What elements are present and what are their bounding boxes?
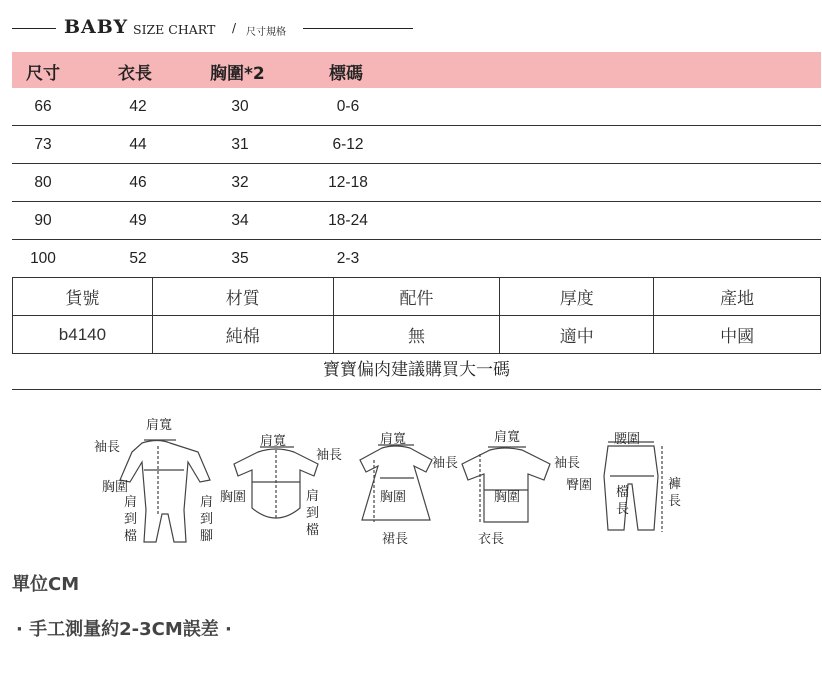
info-header-item-no: 貨號	[13, 278, 153, 316]
cell-tag: 12-18	[328, 174, 368, 191]
size-chart-subtitle-cn: 尺寸規格	[246, 27, 286, 38]
bodysuit-shoulder-label: 肩寬	[260, 434, 287, 449]
cell-chest: 31	[231, 136, 249, 153]
cell-size: 80	[34, 174, 52, 191]
info-header-thickness: 厚度	[500, 278, 654, 316]
cell-chest: 34	[231, 212, 249, 229]
dress-sleeve-label: 袖長	[432, 456, 459, 471]
measurement-error-note: · 手工測量約2-3CM誤差 ·	[16, 619, 232, 640]
info-accessories: 無	[333, 316, 500, 354]
info-item-no: b4140	[13, 316, 153, 354]
cell-tag: 6-12	[332, 136, 364, 153]
pants-outline	[604, 442, 662, 532]
product-info-table	[12, 277, 821, 354]
col-chest: 胸圍*2	[210, 64, 265, 84]
dress-shoulder-label: 肩寬	[380, 432, 407, 447]
top-shoulder-label: 肩寬	[494, 430, 521, 445]
cell-chest: 35	[231, 250, 249, 267]
col-tag-size: 標碼	[329, 64, 363, 84]
cell-tag: 18-24	[328, 212, 368, 229]
info-header-material: 材質	[152, 278, 333, 316]
info-material: 純棉	[152, 316, 333, 354]
header-rule-right	[303, 28, 413, 29]
info-header-origin: 產地	[654, 278, 821, 316]
pants-waist-label: 腰圍	[614, 432, 641, 447]
unit-label: 單位CM	[12, 574, 80, 595]
bodysuit-chest-label: 胸圍	[220, 490, 247, 505]
header-rule-left	[12, 28, 56, 29]
pants-length-label: 褲長	[668, 477, 682, 509]
size-table-header	[12, 52, 821, 88]
romper-chest-label: 胸圍	[102, 480, 129, 495]
cell-size: 100	[30, 250, 56, 267]
cell-length: 42	[129, 98, 147, 115]
chart-header	[0, 16, 822, 44]
col-length: 衣長	[118, 64, 152, 84]
brand-title: BABY	[64, 16, 129, 38]
info-header-accessories: 配件	[333, 278, 500, 316]
dress-outline	[360, 445, 432, 522]
cell-length: 49	[129, 212, 147, 229]
dress-chest-label: 胸圍	[380, 490, 407, 505]
size-advice-note: 寶寶偏肉建議購買大一碼	[12, 352, 821, 390]
cell-chest: 32	[231, 174, 249, 191]
cell-length: 52	[129, 250, 147, 267]
cell-size: 90	[34, 212, 52, 229]
top-chest-label: 胸圍	[494, 490, 521, 505]
pants-crotch-label: 檔長	[616, 485, 630, 517]
table-row	[12, 240, 821, 278]
cell-size: 73	[34, 136, 52, 153]
size-chart-subtitle: SIZE CHART	[133, 22, 216, 37]
cell-length: 46	[129, 174, 147, 191]
pants-hip-label: 臀圍	[566, 478, 593, 493]
col-size: 尺寸	[26, 64, 60, 84]
table-row	[12, 126, 821, 164]
header-separator: /	[232, 21, 237, 35]
table-row	[12, 202, 821, 240]
romper-shoulder-foot-label: 肩到腳	[200, 495, 214, 544]
info-header-row	[13, 278, 821, 316]
top-length-label: 衣長	[478, 532, 505, 547]
top-sleeve-label: 袖長	[554, 456, 581, 471]
dress-skirt-label: 裙長	[382, 532, 409, 547]
cell-tag: 0-6	[336, 98, 360, 115]
cell-size: 66	[34, 98, 52, 115]
bodysuit-sleeve-label: 袖長	[316, 448, 343, 463]
info-value-row	[13, 316, 821, 354]
romper-shoulder-crotch-label: 肩到檔	[124, 495, 138, 544]
cell-tag: 2-3	[336, 250, 360, 267]
romper-sleeve-label: 袖長	[94, 440, 121, 455]
romper-shoulder-label: 肩寬	[146, 418, 173, 433]
cell-chest: 30	[231, 98, 249, 115]
bodysuit-shoulder-crotch-label: 肩到檔	[306, 489, 320, 538]
table-row	[12, 88, 821, 126]
cell-length: 44	[129, 136, 147, 153]
info-thickness: 適中	[500, 316, 654, 354]
table-row	[12, 164, 821, 202]
measurement-diagrams	[80, 410, 700, 560]
info-origin: 中國	[654, 316, 821, 354]
